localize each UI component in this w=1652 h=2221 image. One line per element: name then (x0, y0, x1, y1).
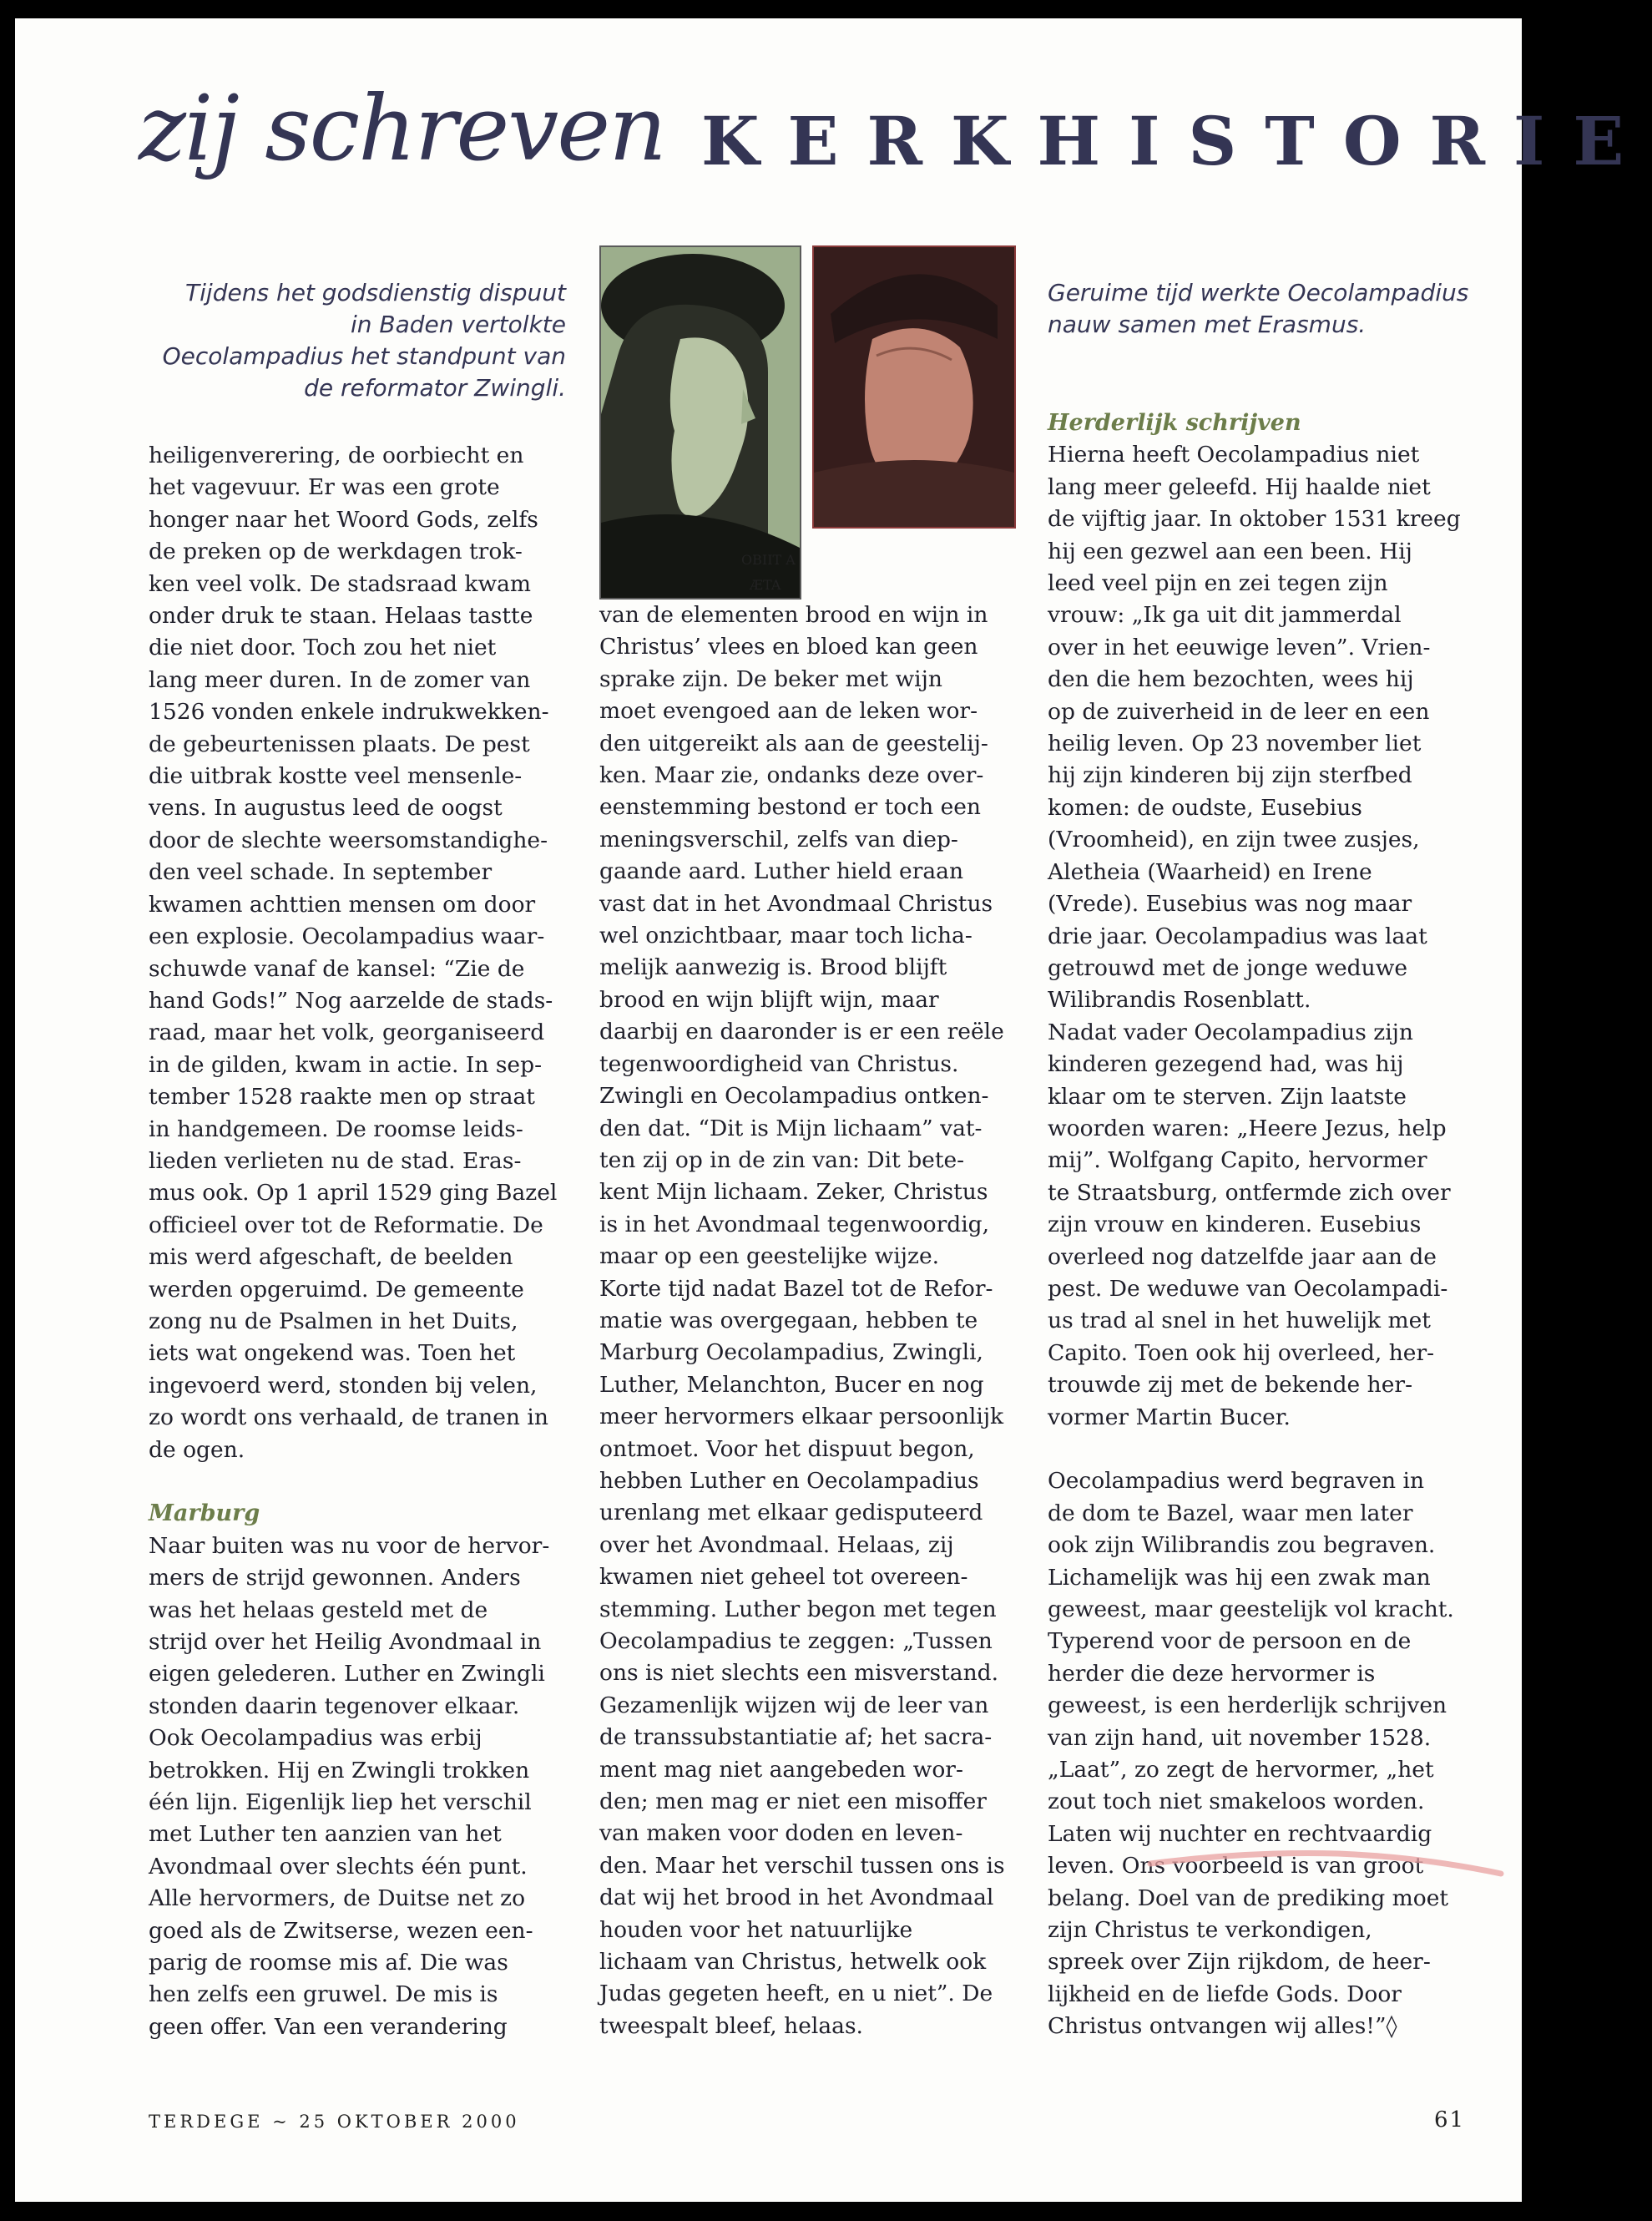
body-line: geweest, is een herderlijk schrijven (1048, 1692, 1447, 1719)
body-line: goed als de Zwitserse, wezen een- (149, 1917, 533, 1944)
body-line: eenstemming bestond er toch een (599, 794, 981, 821)
portrait-erasmus (812, 245, 1016, 529)
body-line: zijn Christus te verkondigen, (1048, 1917, 1372, 1944)
body-line: te Straatsburg, ontfermde zich over (1048, 1179, 1451, 1206)
body-line: den dat. “Dit is Mijn lichaam” vat- (599, 1115, 983, 1141)
body-line: zout toch niet smakeloos worden. (1048, 1788, 1425, 1815)
caption-left (90, 277, 566, 404)
body-line: van maken voor doden en leven- (599, 1820, 963, 1847)
caption-line: nauw samen met Erasmus. (1048, 311, 1367, 338)
body-line: Lichamelijk was hij een zwak man (1048, 1564, 1431, 1591)
body-line: Zwingli en Oecolampadius ontken- (599, 1083, 989, 1110)
caption-right (1048, 277, 1515, 341)
body-line: hen zelfs een gruwel. De mis is (149, 1981, 498, 2008)
caption-line: de reformator Zwingli. (304, 374, 566, 402)
body-line: vormer Martin Bucer. (1048, 1404, 1291, 1430)
body-line: gaande aard. Luther hield eraan (599, 858, 964, 885)
body-line: vrouw: „Ik ga uit dit jammerdal (1048, 602, 1402, 629)
body-line: hebben Luther en Oecolampadius (599, 1467, 979, 1494)
body-line: belang. Doel van de prediking moet (1048, 1885, 1449, 1911)
body-line: Oecolampadius te zeggen: „Tussen (599, 1628, 993, 1654)
column-1 (149, 440, 583, 2043)
caption-line: Tijdens het godsdienstig dispuut (185, 279, 566, 306)
body-line: zong nu de Psalmen in het Duits, (149, 1308, 518, 1334)
body-line: leven. Ons voorbeeld is van groot (1048, 1853, 1424, 1880)
body-line: Laten wij nuchter en rechtvaardig (1048, 1820, 1432, 1847)
body-line: officieel over tot de Reformatie. De (149, 1212, 543, 1238)
body-line: lichaam van Christus, hetwelk ook (599, 1949, 987, 1976)
body-line: onder druk te staan. Helaas tastte (149, 603, 533, 630)
body-line: getrouwd met de jonge weduwe (1048, 954, 1408, 981)
body-line: herder die deze hervormer is (1048, 1660, 1376, 1687)
body-line: schuwde vanaf de kansel: “Zie de (149, 955, 525, 982)
body-line: lang meer duren. In de zomer van (149, 666, 531, 693)
page-number: 61 (1434, 2107, 1466, 2132)
body-line: komen: de oudste, Eusebius (1048, 794, 1362, 821)
body-line: de vijftig jaar. In oktober 1531 kreeg (1048, 506, 1461, 533)
body-line: spreek over Zijn rijkdom, de heer- (1048, 1949, 1431, 1976)
body-line: ten zij op in de zin van: Dit bete- (599, 1146, 965, 1173)
body-line: tegenwoordigheid van Christus. (599, 1050, 959, 1077)
highlight-stroke (1146, 1830, 1505, 1880)
body-line: kwamen niet geheel tot overeen- (599, 1564, 968, 1591)
body-line: mus ook. Op 1 april 1529 ging Bazel (149, 1180, 558, 1207)
body-line: (Vrede). Eusebius was nog maar (1048, 891, 1412, 918)
body-line: drie jaar. Oecolampadius was laat (1048, 923, 1427, 949)
body-line: zo wordt ons verhaald, de tranen in (149, 1404, 548, 1431)
body-line: tweespalt bleef, helaas. (599, 2012, 863, 2039)
body-line: met Luther ten aanzien van het (149, 1821, 502, 1848)
body-line: geen offer. Van een verandering (149, 2013, 508, 2040)
body-line: den; men mag er niet een misoffer (599, 1788, 987, 1815)
caption-line: Geruime tijd werkte Oecolampadius (1048, 279, 1469, 306)
portrait-zwingli-image (601, 247, 800, 598)
body-line: ontmoet. Voor het dispuut begon, (599, 1435, 975, 1462)
body-line: Aletheia (Waarheid) en Irene (1048, 858, 1372, 885)
body-line: (Vroomheid), en zijn twee zusjes, (1048, 827, 1420, 853)
body-line: 1526 vonden enkele indrukwekken- (149, 699, 549, 726)
body-line: die niet door. Toch zou het niet (149, 635, 497, 661)
subheading-marburg: Marburg (149, 1500, 260, 1527)
body-line: lieden verlieten nu de stad. Eras- (149, 1147, 522, 1174)
body-line: den. Maar het verschil tussen ons is (599, 1852, 1005, 1879)
body-line: klaar om te sterven. Zijn laatste (1048, 1083, 1407, 1110)
body-line: Christus ontvangen wij alles!”◊ (1048, 2013, 1397, 2040)
body-line: Wilibrandis Rosenblatt. (1048, 987, 1311, 1014)
body-line: moet evengoed aan de leken wor- (599, 698, 978, 725)
body-line: de preken op de werkdagen trok- (149, 539, 523, 565)
body-line: raad, maar het volk, georganiseerd (149, 1019, 545, 1046)
body-line: is in het Avondmaal tegenwoordig, (599, 1211, 990, 1237)
body-line: lang meer geleefd. Hij haalde niet (1048, 473, 1431, 500)
body-line: een explosie. Oecolampadius waar- (149, 923, 545, 950)
body-line: hij zijn kinderen bij zijn sterfbed (1048, 762, 1412, 789)
body-line: Nadat vader Oecolampadius zijn (1048, 1019, 1413, 1045)
body-line: Naar buiten was nu voor de hervor- (149, 1532, 550, 1559)
body-line: strijd over het Heilig Avondmaal in (149, 1629, 542, 1656)
body-line: pest. De weduwe van Oecolampadi- (1048, 1275, 1448, 1302)
body-line: melijk aanwezig is. Brood blijft (599, 954, 947, 981)
body-line: mis werd afgeschaft, de beelden (149, 1244, 513, 1271)
body-line: maar op een geestelijke wijze. (599, 1243, 940, 1270)
body-line: leed veel pijn en zei tegen zijn (1048, 570, 1388, 597)
body-line: kwamen achttien mensen om door (149, 891, 536, 918)
body-line: mij”. Wolfgang Capito, hervormer (1048, 1147, 1427, 1174)
body-line: ingevoerd werd, stonden bij velen, (149, 1372, 538, 1399)
body-line: de dom te Bazel, waar men later (1048, 1500, 1413, 1526)
body-line: in handgemeen. De roomse leids- (149, 1116, 523, 1142)
body-line: tember 1528 raakte men op straat (149, 1084, 535, 1110)
body-line: was het helaas gesteld met de (149, 1596, 488, 1623)
body-line: matie was overgegaan, hebben te (599, 1307, 978, 1333)
body-line: in de gilden, kwam in actie. In sep- (149, 1051, 543, 1078)
body-line: ook zijn Wilibrandis zou begraven. (1048, 1532, 1436, 1559)
caption-line: in Baden vertolkte (350, 311, 566, 338)
body-line: werden opgeruimd. De gemeente (149, 1276, 524, 1303)
body-line: één lijn. Eigenlijk liep het verschil (149, 1789, 532, 1816)
body-line: door de slechte weersomstandighe- (149, 827, 548, 853)
body-line: Marburg Oecolampadius, Zwingli, (599, 1339, 983, 1366)
body-line: de ogen. (149, 1436, 245, 1463)
body-line: hij een gezwel aan een been. Hij (1048, 538, 1412, 564)
script-title: zij schreven (139, 77, 665, 181)
body-line: Hierna heeft Oecolampadius niet (1048, 442, 1420, 468)
body-line: woorden waren: „Heere Jezus, help (1048, 1115, 1447, 1141)
body-line: Christus’ vlees en bloed kan geen (599, 634, 978, 660)
footer-publication: TERDEGE ~ 25 OKTOBER 2000 (149, 2112, 520, 2132)
body-line: den veel schade. In september (149, 859, 493, 886)
inscription-line-2: ÆTA (750, 577, 781, 593)
section-title: KERKHISTORIE (701, 102, 1652, 180)
body-line: houden voor het natuurlijke (599, 1916, 913, 1943)
body-line: wel onzichtbaar, maar toch licha- (599, 923, 973, 949)
body-line: Typerend voor de persoon en de (1048, 1628, 1412, 1655)
body-line: eigen gelederen. Luther en Zwingli (149, 1661, 545, 1687)
body-line: over het Avondmaal. Helaas, zij (599, 1531, 954, 1558)
body-line: us trad al snel in het huwelijk met (1048, 1308, 1431, 1334)
body-line: hand Gods!” Nog aarzelde de stads- (149, 987, 553, 1014)
body-line: Judas gegeten heeft, en u niet”. De (599, 1981, 993, 2007)
body-line: stonden daarin tegenover elkaar. (149, 1692, 520, 1719)
body-line: lijkheid en de liefde Gods. Door (1048, 1981, 1402, 2007)
body-line: stemming. Luther begon met tegen (599, 1596, 997, 1622)
body-line: ken veel volk. De stadsraad kwam (149, 570, 532, 597)
body-line: vens. In augustus leed de oogst (149, 795, 503, 822)
body-line: die uitbrak kostte veel mensenle- (149, 763, 523, 790)
body-line: Alle hervormers, de Duitse net zo (149, 1885, 526, 1912)
body-line: trouwde zij met de bekende her- (1048, 1372, 1413, 1399)
subheading-herderlijk: Herderlijk schrijven (1048, 410, 1301, 436)
body-line: Oecolampadius werd begraven in (1048, 1468, 1425, 1495)
body-line: Ook Oecolampadius was erbij (149, 1725, 482, 1752)
body-line: Korte tijd nadat Bazel tot de Refor- (599, 1275, 993, 1302)
body-line: betrokken. Hij en Zwingli trokken (149, 1757, 530, 1783)
body-line: honger naar het Woord Gods, zelfs (149, 506, 538, 533)
magazine-page (15, 18, 1652, 2202)
body-line: Capito. Toen ook hij overleed, her- (1048, 1339, 1435, 1366)
body-line: Luther, Melanchton, Bucer en nog (599, 1371, 984, 1398)
body-line: mers de strijd gewonnen. Anders (149, 1565, 521, 1591)
body-line: dat wij het brood in het Avondmaal (599, 1885, 994, 1911)
body-line: de gebeurtenissen plaats. De pest (149, 731, 530, 757)
body-line: meningsverschil, zelfs van diep- (599, 826, 958, 852)
body-line: „Laat”, zo zegt de hervormer, „het (1048, 1757, 1434, 1783)
inscription-line-1: OBIIT A (741, 552, 796, 568)
body-line: den uitgereikt als aan de geestelij- (599, 730, 988, 756)
body-line: ken. Maar zie, ondanks deze over- (599, 762, 984, 789)
body-line: urenlang met elkaar gedisputeerd (599, 1500, 983, 1526)
body-line: het vagevuur. Er was een grote (149, 474, 500, 501)
body-line: van de elementen brood en wijn in (599, 602, 988, 628)
body-line: geweest, maar geestelijk vol kracht. (1048, 1596, 1454, 1623)
portrait-zwingli (599, 245, 801, 600)
body-line: vast dat in het Avondmaal Christus (599, 890, 993, 917)
body-line: meer hervormers elkaar persoonlijk (599, 1404, 1004, 1430)
body-line: overleed nog datzelfde jaar aan de (1048, 1243, 1437, 1270)
body-line: over in het eeuwige leven”. Vrien- (1048, 634, 1431, 660)
body-line: sprake zijn. De beker met wijn (599, 665, 942, 692)
body-line: brood en wijn blijft wijn, maar (599, 986, 939, 1013)
body-line: Avondmaal over slechts één punt. (149, 1853, 528, 1880)
column-3 (1048, 407, 1515, 2043)
body-line: iets wat ongekend was. Toen het (149, 1340, 516, 1367)
caption-line: Oecolampadius het standpunt van (162, 342, 566, 370)
body-line: kent Mijn lichaam. Zeker, Christus (599, 1179, 988, 1206)
portrait-erasmus-image (814, 247, 1014, 527)
body-line: daarbij en daaronder is er een reële (599, 1019, 1004, 1045)
body-line: zijn vrouw en kinderen. Eusebius (1048, 1212, 1422, 1238)
body-line: ment mag niet aangebeden wor- (599, 1756, 963, 1783)
body-line: op de zuiverheid in de leer en een (1048, 698, 1430, 725)
body-line: Gezamenlijk wijzen wij de leer van (599, 1692, 989, 1718)
body-line: ons is niet slechts een misverstand. (599, 1660, 999, 1687)
body-line: parig de roomse mis af. Die was (149, 1950, 508, 1976)
body-line: den die hem bezochten, wees hij (1048, 666, 1414, 693)
body-line: heiligenverering, de oorbiecht en (149, 443, 524, 468)
body-line: van zijn hand, uit november 1528. (1048, 1724, 1432, 1751)
body-line: kinderen gezegend had, was hij (1048, 1051, 1404, 1078)
column-2 (599, 600, 1033, 2042)
body-line: de transsubstantiatie af; het sacra- (599, 1724, 993, 1751)
body-line: heilig leven. Op 23 november liet (1048, 731, 1422, 757)
